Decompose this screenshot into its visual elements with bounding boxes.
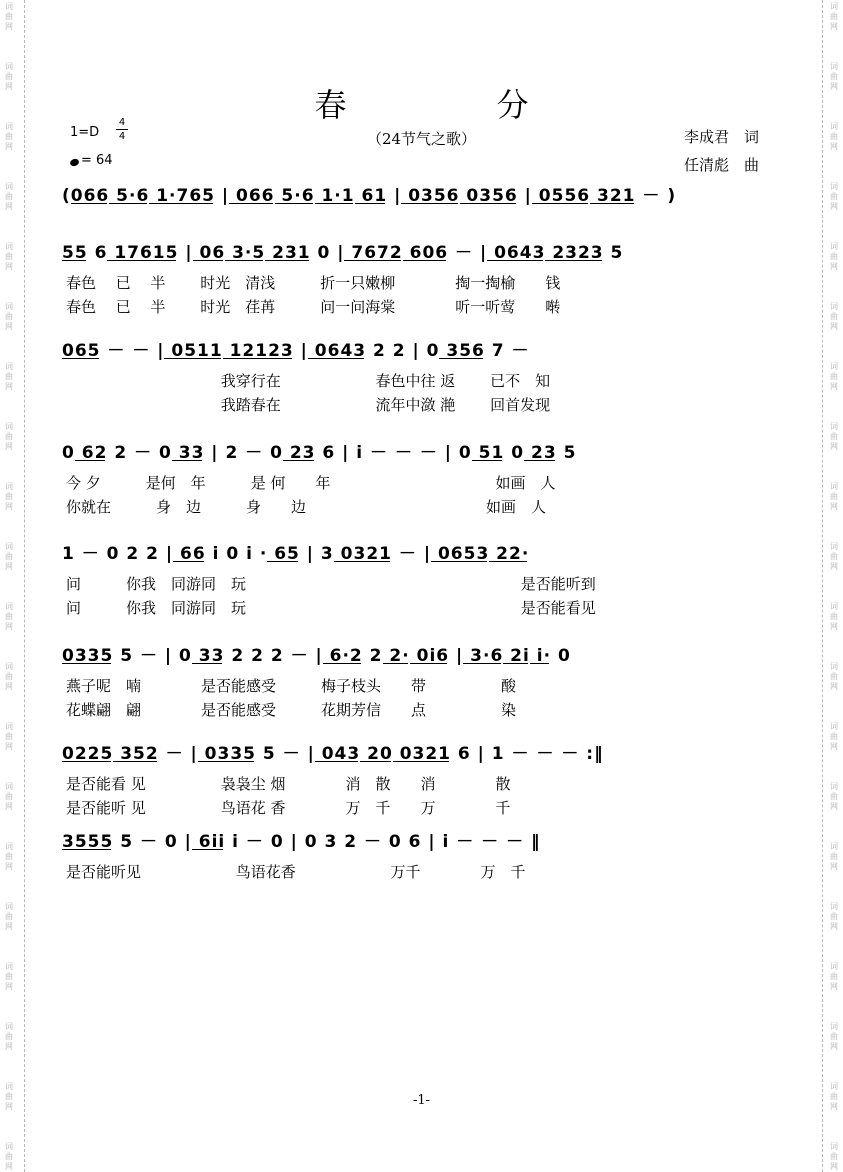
beam-underline	[225, 260, 263, 261]
watermark-glyph: 曲	[5, 132, 13, 141]
beam-underline	[107, 260, 176, 261]
watermark-glyph: 词	[830, 662, 838, 671]
lyric-verse-2: 春色 已 半 时光 荏苒 问一问海棠 听一听莺 啭	[66, 298, 561, 316]
beam-underline	[75, 460, 106, 461]
tempo-marking	[70, 153, 113, 168]
watermark-glyph: 词	[830, 962, 838, 971]
watermark-glyph: 曲	[5, 612, 13, 621]
beam-underline	[109, 203, 147, 204]
watermark-glyph-column	[827, 302, 841, 332]
watermark-glyph: 网	[830, 682, 838, 691]
watermark-glyph: 词	[5, 1082, 13, 1091]
watermark-glyph: 网	[5, 442, 13, 451]
beam-underline	[192, 663, 223, 664]
watermark-glyph: 词	[5, 542, 13, 551]
beam-underline	[472, 460, 503, 461]
watermark-glyph: 网	[830, 622, 838, 631]
watermark-glyph: 词	[5, 362, 13, 371]
notation-row: 0 62 2 － 0 33 | 2 － 0 23 6 | i － － － | 0 51 0 23 5	[62, 443, 577, 463]
lyric-verse-2: 问 你我 同游同 玩 是否能看见	[66, 599, 596, 617]
watermark-glyph: 词	[830, 2, 838, 11]
song-subtitle: （24节气之歌）	[366, 130, 477, 148]
watermark-glyph: 词	[830, 122, 838, 131]
lyricist-credit: 李成君 词	[684, 128, 760, 146]
watermark-glyph: 词	[5, 302, 13, 311]
watermark-glyph-column	[827, 1022, 841, 1052]
watermark-glyph: 曲	[5, 1092, 13, 1101]
watermark-glyph: 网	[830, 142, 838, 151]
watermark-glyph: 曲	[5, 1152, 13, 1161]
watermark-glyph: 网	[5, 1162, 13, 1171]
beam-underline	[524, 460, 555, 461]
watermark-glyph: 词	[5, 2, 13, 11]
watermark-glyph: 曲	[830, 732, 838, 741]
watermark-glyph: 曲	[830, 72, 838, 81]
watermark-glyph: 曲	[5, 792, 13, 801]
watermark-glyph-column	[2, 182, 16, 212]
watermark-glyph-column	[827, 782, 841, 812]
watermark-glyph-column	[2, 422, 16, 452]
beam-underline	[275, 203, 313, 204]
watermark-glyph: 网	[5, 1042, 13, 1051]
watermark-glyph: 网	[830, 862, 838, 871]
watermark-glyph: 词	[830, 782, 838, 791]
watermark-glyph-column	[2, 782, 16, 812]
watermark-glyph: 词	[830, 182, 838, 191]
watermark-glyph: 网	[5, 502, 13, 511]
lyric-verse-2: 花蝶翩 翩 是否能感受 花期芳信 点 染	[66, 701, 517, 719]
watermark-glyph: 网	[5, 22, 13, 31]
beam-underline	[463, 663, 501, 664]
watermark-glyph: 曲	[830, 612, 838, 621]
watermark-glyph: 曲	[5, 552, 13, 561]
watermark-glyph: 词	[830, 62, 838, 71]
watermark-glyph: 曲	[5, 1032, 13, 1041]
beam-underline	[503, 663, 528, 664]
beam-underline	[530, 663, 549, 664]
time-signature-denominator: 4	[118, 131, 126, 142]
beam-underline	[62, 358, 99, 359]
beam-underline	[487, 260, 543, 261]
watermark-glyph: 曲	[5, 192, 13, 201]
watermark-glyph: 词	[5, 122, 13, 131]
beam-underline	[62, 260, 86, 261]
watermark-glyph-column	[827, 542, 841, 572]
watermark-glyph: 词	[830, 362, 838, 371]
watermark-glyph: 曲	[830, 372, 838, 381]
beam-underline	[360, 761, 391, 762]
time-signature-numerator: 4	[118, 117, 126, 128]
watermark-glyph: 词	[830, 1022, 838, 1031]
watermark-glyph-column	[827, 962, 841, 992]
beam-underline	[355, 203, 386, 204]
watermark-glyph: 曲	[5, 912, 13, 921]
notation-row: (066 5·6 1·765 | 066 5·6 1·1 61 | 0356 0356 | 0556 321 － )	[62, 186, 677, 206]
watermark-glyph-column	[827, 482, 841, 512]
watermark-glyph: 词	[830, 482, 838, 491]
watermark-glyph: 网	[830, 982, 838, 991]
beam-underline	[489, 561, 527, 562]
right-margin-watermark	[825, 0, 843, 1172]
watermark-glyph-column	[2, 362, 16, 392]
lyric-verse-1: 燕子呢 喃 是否能感受 梅子枝头 带 酸	[66, 677, 517, 695]
lyric-verse-1: 我穿行在 春色中往 返 已不 知	[66, 372, 551, 390]
beam-underline	[229, 203, 272, 204]
watermark-glyph: 网	[830, 922, 838, 931]
tempo-value: = 64	[81, 153, 113, 168]
watermark-glyph-column	[2, 302, 16, 332]
watermark-glyph: 词	[5, 242, 13, 251]
watermark-glyph: 曲	[5, 372, 13, 381]
beam-underline	[265, 260, 308, 261]
watermark-glyph-column	[827, 902, 841, 932]
beam-underline	[403, 260, 446, 261]
margin-guide-line	[822, 0, 823, 1172]
lyric-verse-1: 春色 已 半 时光 清浅 折一只嫩柳 掏一掏榆 钱	[66, 274, 561, 292]
watermark-glyph: 网	[830, 742, 838, 751]
beam-underline	[198, 761, 254, 762]
lyric-verse-2: 我踏春在 流年中潋 滟 回首发现	[66, 396, 551, 414]
watermark-glyph: 网	[5, 982, 13, 991]
watermark-glyph-column	[2, 962, 16, 992]
beam-underline	[532, 203, 588, 204]
watermark-glyph: 词	[830, 902, 838, 911]
watermark-glyph: 网	[5, 82, 13, 91]
watermark-glyph-column	[2, 1142, 16, 1172]
beam-underline	[192, 849, 223, 850]
watermark-glyph-column	[827, 242, 841, 272]
lyric-verse-1: 是否能看 见 袅袅尘 烟 消 散 消 散	[66, 775, 511, 793]
watermark-glyph: 网	[830, 1102, 838, 1111]
watermark-glyph: 网	[5, 202, 13, 211]
beam-underline	[173, 561, 204, 562]
watermark-glyph-column	[827, 182, 841, 212]
lyric-verse-2: 你就在 身 边 身 边 如画 人	[66, 498, 547, 516]
watermark-glyph: 网	[830, 22, 838, 31]
beam-underline	[344, 260, 400, 261]
watermark-glyph: 曲	[830, 912, 838, 921]
beam-underline	[315, 203, 353, 204]
watermark-glyph-column	[827, 722, 841, 752]
watermark-glyph: 曲	[5, 312, 13, 321]
watermark-glyph: 网	[830, 1042, 838, 1051]
watermark-glyph: 曲	[830, 552, 838, 561]
watermark-glyph: 词	[5, 722, 13, 731]
notation-row: 3555 5 － 0 | 6ii i － 0 | 0 3 2 － 0 6 | i － － － ‖	[62, 832, 541, 852]
watermark-glyph: 网	[5, 382, 13, 391]
watermark-glyph: 网	[830, 382, 838, 391]
watermark-glyph: 词	[830, 242, 838, 251]
watermark-glyph-column	[2, 902, 16, 932]
lyric-verse-1: 问 你我 同游同 玩 是否能听到	[66, 575, 596, 593]
watermark-glyph: 曲	[830, 972, 838, 981]
watermark-glyph: 曲	[830, 432, 838, 441]
watermark-glyph: 网	[5, 802, 13, 811]
watermark-glyph: 曲	[830, 1152, 838, 1161]
watermark-glyph: 曲	[830, 672, 838, 681]
watermark-glyph: 词	[5, 962, 13, 971]
beam-underline	[315, 761, 358, 762]
beam-underline	[545, 260, 601, 261]
watermark-glyph: 曲	[5, 72, 13, 81]
quarter-note-icon	[69, 158, 80, 168]
beam-underline	[62, 761, 111, 762]
beam-underline	[62, 663, 111, 664]
watermark-glyph: 曲	[5, 972, 13, 981]
watermark-glyph: 词	[830, 422, 838, 431]
beam-underline	[193, 260, 224, 261]
watermark-glyph: 曲	[5, 432, 13, 441]
watermark-glyph: 曲	[5, 492, 13, 501]
watermark-glyph: 词	[830, 1142, 838, 1151]
watermark-glyph: 网	[830, 442, 838, 451]
watermark-glyph-column	[2, 722, 16, 752]
watermark-glyph: 曲	[830, 192, 838, 201]
watermark-glyph: 网	[5, 922, 13, 931]
watermark-glyph: 词	[5, 1022, 13, 1031]
watermark-glyph: 网	[5, 742, 13, 751]
beam-underline	[149, 203, 213, 204]
watermark-glyph-column	[827, 602, 841, 632]
notation-row: 065 － － | 0511 12123 | 0643 2 2 | 0 356 7 －	[62, 341, 530, 361]
watermark-glyph: 网	[5, 562, 13, 571]
beam-underline	[113, 761, 156, 762]
watermark-glyph: 网	[5, 622, 13, 631]
beam-underline	[71, 203, 107, 204]
beam-underline	[62, 849, 111, 850]
lyric-verse-2: 是否能听 见 鸟语花 香 万 千 万 千	[66, 799, 511, 817]
page-number: -1-	[412, 1093, 431, 1108]
beam-underline	[283, 460, 314, 461]
watermark-glyph: 曲	[5, 672, 13, 681]
watermark-glyph: 词	[5, 782, 13, 791]
watermark-glyph: 词	[5, 842, 13, 851]
watermark-glyph: 网	[830, 262, 838, 271]
watermark-glyph-column	[2, 242, 16, 272]
beam-underline	[323, 663, 361, 664]
left-margin-watermark	[0, 0, 18, 1172]
watermark-glyph: 网	[5, 322, 13, 331]
watermark-glyph: 词	[830, 842, 838, 851]
song-title: 春分	[314, 86, 679, 124]
watermark-glyph-column	[2, 842, 16, 872]
watermark-glyph-column	[827, 1142, 841, 1172]
watermark-glyph: 曲	[830, 1092, 838, 1101]
watermark-glyph: 曲	[5, 12, 13, 21]
beam-underline	[460, 203, 516, 204]
beam-underline	[410, 663, 447, 664]
watermark-glyph-column	[827, 2, 841, 32]
notation-row: 0335 5 － | 0 33 2 2 2 － | 6·2 2 2· 0i6 | 3·6 2i i· 0	[62, 646, 571, 666]
watermark-glyph: 曲	[830, 132, 838, 141]
watermark-glyph: 词	[830, 1082, 838, 1091]
notation-row: 55 6 17615 | 06 3·5 231 0 | 7672 606 － | 0643 2323 5	[62, 243, 624, 263]
watermark-glyph: 网	[5, 862, 13, 871]
watermark-glyph: 网	[830, 202, 838, 211]
watermark-glyph: 词	[830, 722, 838, 731]
watermark-glyph: 曲	[5, 252, 13, 261]
watermark-glyph: 曲	[830, 1032, 838, 1041]
notation-row: 1 － 0 2 2 | 66 i 0 i · 65 | 3 0321 － | 0653 22·	[62, 544, 530, 564]
watermark-glyph: 网	[830, 802, 838, 811]
watermark-glyph-column	[2, 1022, 16, 1052]
beam-underline	[223, 358, 292, 359]
watermark-glyph: 曲	[830, 792, 838, 801]
watermark-glyph: 词	[5, 902, 13, 911]
watermark-glyph: 曲	[830, 492, 838, 501]
watermark-glyph: 曲	[830, 252, 838, 261]
beam-underline	[267, 561, 298, 562]
watermark-glyph: 网	[830, 502, 838, 511]
time-signature	[116, 117, 128, 142]
watermark-glyph: 词	[5, 482, 13, 491]
watermark-glyph: 网	[5, 262, 13, 271]
watermark-glyph-column	[2, 602, 16, 632]
watermark-glyph-column	[2, 2, 16, 32]
beam-underline	[172, 460, 203, 461]
watermark-glyph: 词	[5, 182, 13, 191]
beam-underline	[393, 761, 449, 762]
watermark-glyph: 词	[5, 62, 13, 71]
lyric-verse-1: 是否能听见 鸟语花香 万千 万 千	[66, 863, 526, 881]
watermark-glyph: 网	[830, 562, 838, 571]
watermark-glyph: 词	[5, 1142, 13, 1151]
notation-row: 0225 352 － | 0335 5 － | 043 20 0321 6 | 1 － － － :‖	[62, 744, 604, 764]
watermark-glyph-column	[2, 662, 16, 692]
watermark-glyph-column	[827, 422, 841, 452]
watermark-glyph: 曲	[830, 312, 838, 321]
beam-underline	[590, 203, 633, 204]
watermark-glyph: 网	[5, 142, 13, 151]
watermark-glyph-column	[2, 542, 16, 572]
watermark-glyph: 词	[5, 422, 13, 431]
watermark-glyph: 网	[830, 82, 838, 91]
watermark-glyph-column	[827, 362, 841, 392]
time-signature-bar	[116, 129, 128, 130]
watermark-glyph: 词	[5, 602, 13, 611]
watermark-glyph: 网	[830, 322, 838, 331]
watermark-glyph: 网	[5, 1102, 13, 1111]
watermark-glyph: 曲	[830, 852, 838, 861]
watermark-glyph: 网	[830, 1162, 838, 1171]
watermark-glyph: 曲	[830, 12, 838, 21]
composer-credit: 任清彪 曲	[684, 156, 760, 174]
key-signature: 1=D	[70, 125, 100, 140]
beam-underline	[164, 358, 220, 359]
watermark-glyph: 词	[5, 662, 13, 671]
watermark-glyph: 词	[830, 542, 838, 551]
watermark-glyph-column	[827, 842, 841, 872]
beam-underline	[334, 561, 390, 562]
beam-underline	[401, 203, 457, 204]
watermark-glyph-column	[827, 662, 841, 692]
watermark-glyph: 曲	[5, 732, 13, 741]
margin-guide-line	[24, 0, 25, 1172]
watermark-glyph: 词	[830, 302, 838, 311]
lyric-verse-1: 今 夕 是何 年 是 何 年 如画 人	[66, 474, 556, 492]
watermark-glyph: 曲	[5, 852, 13, 861]
beam-underline	[431, 561, 487, 562]
beam-underline	[383, 663, 408, 664]
watermark-glyph-column	[2, 482, 16, 512]
beam-underline	[439, 358, 482, 359]
watermark-glyph: 网	[5, 682, 13, 691]
beam-underline	[308, 358, 364, 359]
watermark-glyph: 词	[830, 602, 838, 611]
